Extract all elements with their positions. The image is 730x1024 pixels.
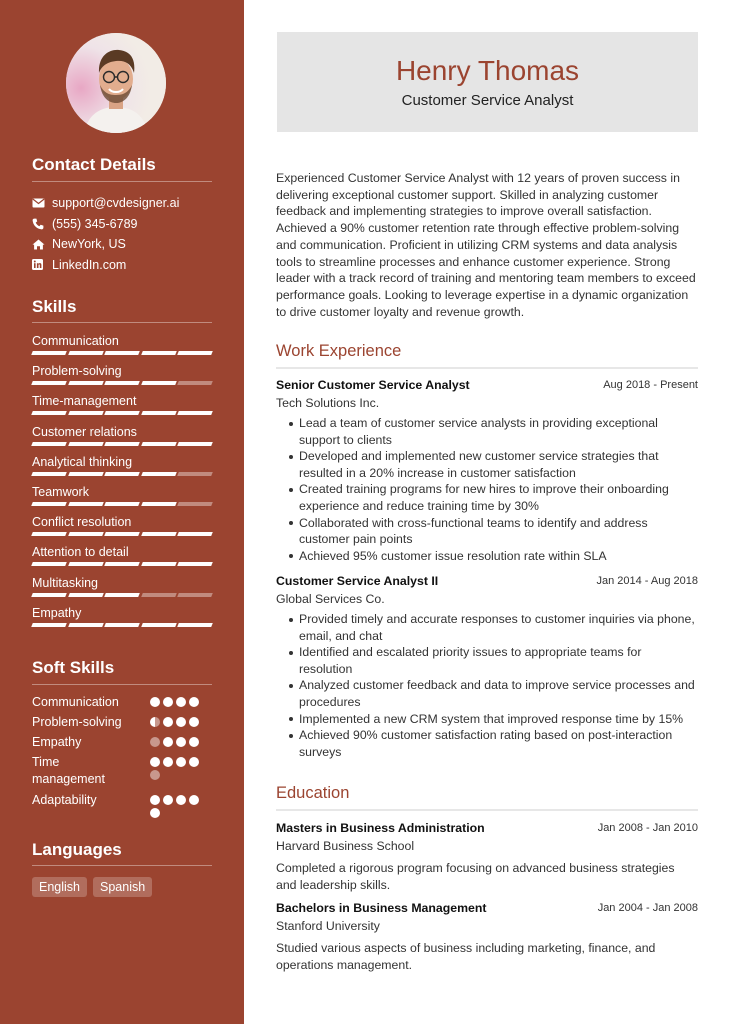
- rating-dot: [150, 737, 160, 747]
- job-bullets: [286, 611, 698, 760]
- education-degree: Bachelors in Business Management: [276, 901, 487, 915]
- contact-item[interactable]: [32, 255, 222, 276]
- skill-level-segment: [141, 532, 176, 536]
- skill-level-segment: [104, 442, 139, 446]
- education-entry: [276, 821, 698, 893]
- contact-list: [32, 193, 222, 275]
- skill-level-segment: [178, 411, 213, 415]
- skill-name: Customer relations: [32, 424, 137, 439]
- skill-level-bar: [32, 593, 212, 597]
- soft-skill-item: [32, 734, 222, 751]
- skill-item: [32, 514, 212, 544]
- rating-dot: [150, 757, 160, 767]
- skill-level-segment: [141, 472, 176, 476]
- sidebar: [0, 0, 244, 1024]
- rating-dot: [163, 737, 173, 747]
- skill-name: Problem-solving: [32, 364, 122, 379]
- contact-text: LinkedIn.com: [52, 257, 127, 272]
- skill-level-segment: [104, 351, 139, 355]
- skill-name: Attention to detail: [32, 545, 129, 560]
- skills-list: [32, 333, 212, 635]
- job-entry: [276, 574, 698, 760]
- skill-level-segment: [68, 472, 103, 476]
- education-description: Completed a rigorous program focusing on advanced business strategies and leadership skills.: [276, 861, 675, 892]
- candidate-title: Customer Service Analyst: [401, 92, 574, 109]
- skill-level-segment: [178, 593, 213, 597]
- skill-level-segment: [68, 502, 103, 506]
- linkedin-icon: [32, 258, 52, 272]
- education-degree: Masters in Business Administration: [276, 821, 485, 835]
- soft-skill-rating: [150, 717, 206, 727]
- skill-level-segment: [141, 562, 176, 566]
- languages-list: [32, 877, 152, 897]
- soft-skills-divider: [32, 684, 212, 685]
- rating-dot: [150, 770, 160, 780]
- rating-dot: [163, 757, 173, 767]
- job-role: Senior Customer Service Analyst: [276, 378, 470, 392]
- job-bullet: Lead a team of customer service analysts in providing exceptional support to clients: [286, 415, 698, 448]
- avatar: [66, 33, 166, 133]
- language-chip: Spanish: [93, 877, 152, 897]
- skill-item: [32, 544, 212, 574]
- skill-level-segment: [141, 351, 176, 355]
- education-school: Stanford University: [276, 919, 380, 933]
- education-dates: Jan 2004 - Jan 2008: [597, 902, 698, 914]
- skill-level-segment: [104, 411, 139, 415]
- skill-level-bar: [32, 411, 212, 415]
- soft-skill-item: [32, 792, 222, 809]
- skill-level-segment: [68, 411, 103, 415]
- job-bullet: Achieved 95% customer issue resolution rate within SLA: [286, 548, 698, 565]
- skill-level-segment: [141, 381, 176, 385]
- skill-item: [32, 393, 212, 423]
- skill-level-segment: [31, 351, 66, 355]
- skill-item: [32, 454, 212, 484]
- contact-text: support@cvdesigner.ai: [52, 196, 180, 211]
- name-header: [277, 32, 698, 132]
- soft-skill-name: Adaptability: [32, 793, 97, 807]
- rating-dot: [150, 795, 160, 805]
- skill-level-segment: [104, 472, 139, 476]
- soft-skill-item: [32, 714, 222, 731]
- contact-text: (555) 345-6789: [52, 216, 138, 231]
- rating-dot: [176, 717, 186, 727]
- rating-dot: [150, 808, 160, 818]
- job-bullet: Achieved 90% customer satisfaction rating based on post-interaction surveys: [286, 727, 698, 760]
- rating-dot: [189, 757, 199, 767]
- skill-level-segment: [178, 442, 213, 446]
- phone-icon: [32, 217, 52, 231]
- contact-section-title: Contact Details: [32, 155, 156, 174]
- envelope-icon: [32, 196, 52, 210]
- skill-item: [32, 605, 212, 635]
- education-dates: Jan 2008 - Jan 2010: [597, 822, 698, 834]
- soft-skill-name: Time management: [32, 755, 105, 786]
- skill-item: [32, 424, 212, 454]
- languages-divider: [32, 865, 212, 866]
- job-bullet: Analyzed customer feedback and data to improve service processes and procedures: [286, 677, 698, 710]
- skill-level-bar: [32, 623, 212, 627]
- skill-name: Analytical thinking: [32, 454, 133, 469]
- job-bullets: [286, 415, 698, 564]
- skill-level-segment: [178, 381, 213, 385]
- skill-level-segment: [68, 532, 103, 536]
- job-company: Tech Solutions Inc.: [276, 396, 380, 410]
- soft-skill-name: Empathy: [32, 735, 82, 749]
- job-role: Customer Service Analyst II: [276, 574, 439, 588]
- profile-photo: [66, 33, 166, 133]
- skill-level-bar: [32, 351, 212, 355]
- skill-level-segment: [141, 593, 176, 597]
- skill-level-segment: [104, 502, 139, 506]
- education-school: Harvard Business School: [276, 839, 415, 853]
- candidate-name: Henry Thomas: [395, 55, 580, 86]
- rating-dot: [176, 757, 186, 767]
- home-icon: [32, 237, 52, 251]
- soft-skills-section-title: Soft Skills: [32, 658, 115, 677]
- skill-level-segment: [31, 532, 66, 536]
- skill-name: Multitasking: [32, 575, 98, 590]
- skill-level-segment: [141, 502, 176, 506]
- job-entry: [276, 378, 698, 564]
- skill-item: [32, 333, 212, 363]
- rating-dot: [163, 795, 173, 805]
- skill-level-bar: [32, 472, 212, 476]
- skill-name: Empathy: [32, 605, 82, 620]
- skill-level-segment: [31, 623, 66, 627]
- skill-level-segment: [178, 562, 213, 566]
- soft-skill-name: Communication: [32, 695, 119, 709]
- education-title: Education: [276, 784, 350, 802]
- skill-level-segment: [178, 472, 213, 476]
- skill-level-segment: [178, 351, 213, 355]
- skill-name: Time-management: [32, 394, 137, 409]
- skill-name: Teamwork: [32, 484, 89, 499]
- skill-level-segment: [141, 442, 176, 446]
- rating-dot: [189, 737, 199, 747]
- contact-item[interactable]: [32, 234, 222, 255]
- profile-summary: Experienced Customer Service Analyst with 12 years of proven success in delivering exceptional customer support. Skilled in analyzing customer feedback and implementing strategies to improve overall satisfaction. Achieved a 90% customer retention rate through effective problem-solving and communication. Proficient in utilizing CRM systems and data analysis tools to streamline processes and enhance customer experience. Strong leader with a track record of training and mentoring team members to exceed performance goals. Looking to leverage expertise in a dynamic organization to drive customer loyalty and revenue growth.: [276, 171, 696, 319]
- rating-dot: [176, 795, 186, 805]
- soft-skill-item: [32, 694, 222, 711]
- education-divider: [276, 809, 698, 811]
- job-bullet: Created training programs for new hires to improve their onboarding experience and reduce training time by 30%: [286, 481, 698, 514]
- skill-level-segment: [178, 623, 213, 627]
- education-description: Studied various aspects of business including marketing, finance, and operations management.: [276, 941, 656, 972]
- skill-level-segment: [31, 562, 66, 566]
- rating-dot: [189, 717, 199, 727]
- skill-level-segment: [141, 411, 176, 415]
- soft-skill-item: [32, 754, 222, 788]
- skill-level-bar: [32, 381, 212, 385]
- skill-item: [32, 484, 212, 514]
- job-bullet: Provided timely and accurate responses to customer inquiries via phone, email, and chat: [286, 611, 698, 644]
- skill-name: Conflict resolution: [32, 515, 132, 530]
- skill-level-segment: [104, 623, 139, 627]
- job-bullet: Developed and implemented new customer service strategies that resulted in a 20% increase in customer satisfaction: [286, 448, 698, 481]
- contact-divider: [32, 181, 212, 182]
- skill-level-segment: [104, 562, 139, 566]
- soft-skill-rating: [150, 697, 206, 707]
- rating-dot: [176, 697, 186, 707]
- rating-dot: [189, 795, 199, 805]
- job-bullet: Implemented a new CRM system that improved response time by 15%: [286, 711, 698, 728]
- skills-section-title: Skills: [32, 297, 77, 316]
- job-bullet: Identified and escalated priority issues to appropriate teams for resolution: [286, 644, 698, 677]
- education-entry: [276, 901, 698, 973]
- soft-skill-rating: [150, 757, 206, 780]
- skill-level-segment: [68, 593, 103, 597]
- skill-level-segment: [178, 502, 213, 506]
- skill-level-segment: [68, 381, 103, 385]
- skill-level-segment: [68, 623, 103, 627]
- rating-dot: [163, 717, 173, 727]
- skill-item: [32, 363, 212, 393]
- job-dates: Jan 2014 - Aug 2018: [596, 575, 698, 587]
- contact-item[interactable]: [32, 193, 222, 214]
- contact-item[interactable]: [32, 214, 222, 235]
- skills-divider: [32, 322, 212, 323]
- skill-level-bar: [32, 502, 212, 506]
- work-experience-divider: [276, 367, 698, 369]
- skill-level-segment: [31, 472, 66, 476]
- rating-dot: [163, 697, 173, 707]
- skill-level-bar: [32, 562, 212, 566]
- skill-level-segment: [31, 411, 66, 415]
- language-chip: English: [32, 877, 87, 897]
- soft-skill-rating: [150, 737, 206, 747]
- skill-name: Communication: [32, 334, 119, 348]
- skill-level-segment: [68, 442, 103, 446]
- skill-level-segment: [68, 351, 103, 355]
- job-bullet: Collaborated with cross-functional teams to identify and address customer pain points: [286, 515, 698, 548]
- soft-skill-name: Problem-solving: [32, 715, 122, 729]
- skill-level-segment: [68, 562, 103, 566]
- contact-text: NewYork, US: [52, 237, 126, 252]
- languages-section-title: Languages: [32, 840, 122, 859]
- skill-level-segment: [31, 442, 66, 446]
- soft-skills-list: [32, 694, 222, 809]
- skill-level-bar: [32, 532, 212, 536]
- rating-dot: [189, 697, 199, 707]
- work-experience-title: Work Experience: [276, 342, 402, 360]
- rating-dot: [176, 737, 186, 747]
- skill-level-segment: [104, 381, 139, 385]
- skill-level-segment: [178, 532, 213, 536]
- job-company: Global Services Co.: [276, 592, 385, 606]
- job-dates: Aug 2018 - Present: [603, 379, 698, 391]
- skill-level-segment: [104, 532, 139, 536]
- skill-level-segment: [141, 623, 176, 627]
- rating-dot: [150, 717, 160, 727]
- skill-level-segment: [31, 593, 66, 597]
- soft-skill-rating: [150, 795, 206, 818]
- skill-level-segment: [31, 502, 66, 506]
- skill-item: [32, 575, 212, 605]
- skill-level-segment: [104, 593, 139, 597]
- skill-level-bar: [32, 442, 212, 446]
- rating-dot: [150, 697, 160, 707]
- skill-level-segment: [31, 381, 66, 385]
